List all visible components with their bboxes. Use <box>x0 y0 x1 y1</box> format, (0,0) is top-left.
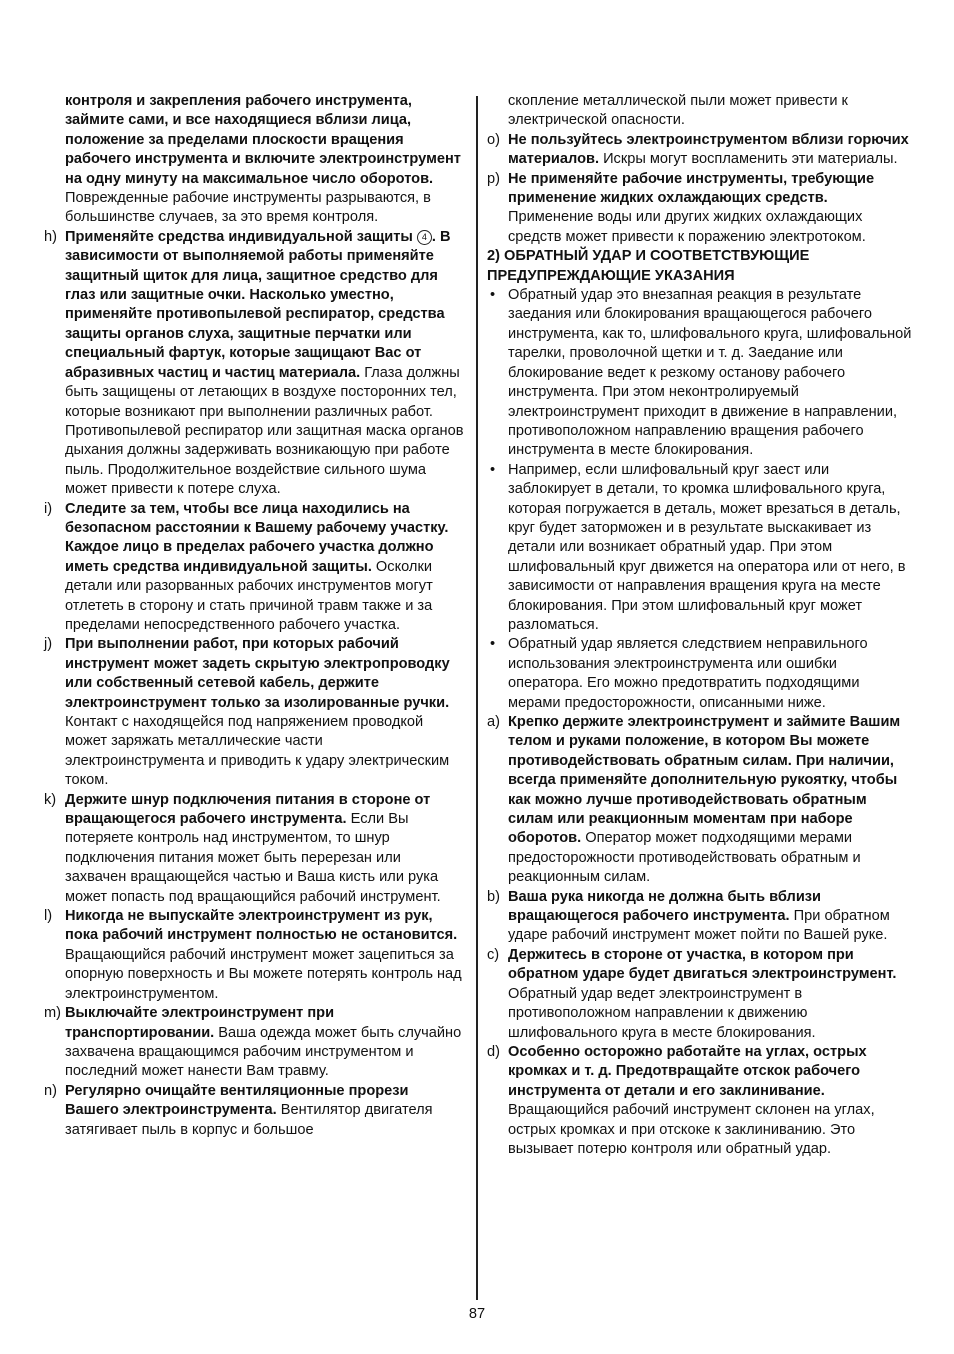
item-bold-text: При выполнении работ, при которых рабочий инструмент может задеть скрытую электропроводку или собственный сетевой кабель, держите электроинструмент только за изолированные ручки. <box>65 636 450 711</box>
item-bold-text: Не пользуйтесь электроинструментом вблизи горючих материалов. <box>508 131 909 168</box>
item-marker: c) <box>487 946 500 963</box>
item-marker: n) <box>44 1082 57 1099</box>
item-o <box>487 131 913 170</box>
item-normal-text: Применение воды или других жидких охлаждающих средств может привести к поражению электротоком. <box>508 209 866 245</box>
item-normal-text: Поврежденные рабочие инструменты разрываются, в большинстве случаев, за это время контроля. <box>65 190 431 226</box>
item-normal-text: Осколки детали или разорванных рабочих инструментов могут отлететь в сторону и стать причиной травм также и за пределами непосредственного рабочего участка. <box>65 558 433 633</box>
bullet-item <box>487 635 913 713</box>
column-divider <box>476 96 478 1300</box>
bullet-item <box>487 286 913 461</box>
bullet-text: Например, если шлифовальный круг заест или заблокирует в детали, то кромка шлифовального круга, которая погружается в деталь, может врезаться в деталь, круг будет заторможен и в результате выскакивает из детали или возникает обратный удар. При этом шлифовальный круг движется на оператора или от него, в зависимости от направления вращения круга на месте блокирования. При этом шлифовальный круг может разломаться. <box>508 461 906 633</box>
item-n <box>44 1082 466 1140</box>
item-marker: p) <box>487 170 500 187</box>
bullet-item <box>487 461 913 636</box>
item-bold-text: Не применяйте рабочие инструменты, требующие применение жидких охлаждающих средств. <box>508 170 875 207</box>
bullet-icon: • <box>490 287 496 304</box>
item-normal-text: Контакт с находящейся под напряжением проводкой может заряжать металлические части электроинструмента и приводить к удару электрическим током. <box>65 714 450 789</box>
item-normal-text: При обратном ударе рабочий инструмент может пойти по Вашей руке. <box>508 908 890 944</box>
item-bold-text: Выключайте электроинструмент при транспортировании. <box>65 1005 335 1041</box>
item-bold-text: Держите шнур подключения питания в стороне от вращающегося рабочего инструмента. <box>65 791 431 828</box>
item-marker: o) <box>487 131 500 148</box>
item-g-continued <box>44 92 466 228</box>
bullet-icon: • <box>490 461 496 478</box>
item-marker: k) <box>44 791 57 808</box>
item-m <box>44 1004 466 1082</box>
item-i <box>44 500 466 636</box>
item-bold-text: контроля и закрепления рабочего инструмента, займите сами, и все находящиеся вблизи лица, положение за пределами плоскости вращения рабочего инструмента и включите электроинструмент на одну минуту на максимальное число оборотов. <box>65 93 461 187</box>
item-c <box>487 946 913 1043</box>
page-number: 87 <box>468 1306 486 1322</box>
item-marker: j) <box>44 636 53 653</box>
item-bold-text: Крепко держите электроинструмент и займите Вашим телом и руками положение, в котором Вы можете противодействовать обратным силам. При наличии, всегда применяйте дополнительную рукоятку, чтобы как можно лучше противодействовать обратным силам или реакционным моментам при наборе оборотов. <box>508 714 901 847</box>
item-bold-text: Регулярно очищайте вентиляционные прорези Вашего электроинструмента. <box>65 1082 409 1119</box>
item-normal-text: Вращающийся рабочий инструмент склонен на углах, острых кромках и при отскоке к заклиниванию. Это вызывает потерю контроля или обратный удар. <box>508 1102 875 1157</box>
item-j <box>44 635 466 790</box>
item-normal-text: Вентилятор двигателя затягивает пыль в корпус и большое <box>65 1102 433 1138</box>
item-normal-text: Вращающийся рабочий инструмент может зацепиться за опорную поверхность и Вы можете потерять контроль над электроинструментом. <box>65 946 462 1002</box>
item-marker: i) <box>44 500 53 517</box>
item-bold-text-continued: . В зависимости от выполняемой работы применяйте защитный щиток для лица, защитное средство для глаз или защитные очки. Насколько уместно, применяйте противопылевой респиратор, средства защиты органов слуха, защитные перчатки или специальный фартук, которые защищают Вас от абразивных частиц и частиц материала. <box>65 228 451 381</box>
item-marker: d) <box>487 1043 500 1060</box>
bullet-text: Обратный удар является следствием неправильного использования электроинструмента или ошибки оператора. Его можно предотвратить подходящими мерами предосторожности, описанными ниже. <box>508 636 868 711</box>
figure-reference-symbol: 4 <box>417 230 432 245</box>
item-marker: h) <box>44 228 57 245</box>
item-bold-text: Ваша рука никогда не должна быть вблизи вращающегося рабочего инструмента. <box>508 888 822 925</box>
item-a <box>487 713 913 888</box>
item-normal-text: Ваша одежда может быть случайно захвачена вращающимся рабочим инструментом и последний может нанести Вам травму. <box>65 1024 462 1080</box>
bullet-icon: • <box>490 636 496 653</box>
item-l <box>44 907 466 1004</box>
left-column <box>44 92 466 1140</box>
item-normal-text: скопление металлической пыли может привести к электрической опасности. <box>508 93 848 129</box>
item-k <box>44 791 466 907</box>
item-bold-text: Никогда не выпускайте электроинструмент из рук, пока рабочий инструмент полностью не остановится. <box>65 908 458 944</box>
item-normal-text: Если Вы потеряете контроль над инструментом, то шнур подключения питания может быть перерезан или захвачен вращающейся частью и Ваша кисть или рука может попасть под вращающийся рабочий инструмент. <box>65 811 441 905</box>
item-normal-text: Оператор может подходящими мерами предосторожности противодействовать обратным и реакционным силам. <box>508 830 861 886</box>
item-marker: m) <box>44 1005 62 1022</box>
right-column <box>487 92 913 1159</box>
item-bold-text: Особенно осторожно работайте на углах, острых кромках и т. д. Предотвращайте отскок рабочего инструмента от детали и его заклинивание. <box>508 1043 867 1099</box>
item-normal-text: Обратный удар ведет электроинструмент в противоположном направлении к движению шлифовального круга в месте блокирования. <box>508 985 816 1041</box>
item-h <box>44 228 466 500</box>
item-p <box>487 170 913 248</box>
item-b <box>487 888 913 946</box>
item-bold-text: Применяйте средства индивидуальной защиты <box>65 228 417 245</box>
item-bold-text: Держитесь в стороне от участка, в котором при обратном ударе будет двигаться электроинструмент. <box>508 946 897 983</box>
item-d <box>487 1043 913 1159</box>
item-n-continued <box>487 92 913 131</box>
item-normal-text: Глаза должны быть защищены от летающих в воздухе посторонних тел, которые возникают при выполнении различных работ. Противопылевой респиратор или защитная маска органов дыхания должны задерживать возникающую при работе пыль. Продолжительное воздействие сильного шума может привести к потере слуха. <box>65 364 464 498</box>
bullet-text: Обратный удар это внезапная реакция в результате заедания или блокирования вращающегося рабочего инструмента, как то, шлифовального круга, шлифовальной тарелки, проволочной щетки и т. д. Заедание или блокирование ведет к резкому останову рабочего инструмента. При этом неконтролируемый электроинструмент приходит в движение в направлении, противоположном направлению вращения рабочего инструмента в месте блокирования. <box>508 287 912 459</box>
item-bold-text: Следите за тем, чтобы все лица находились на безопасном расстоянии к Вашему рабочему участку. Каждое лицо в пределах рабочего участка должно иметь средства индивидуальной защиты. <box>65 500 449 575</box>
section-heading: 2) ОБРАТНЫЙ УДАР И СООТВЕТСТВУЮЩИЕ ПРЕДУПРЕЖДАЮЩИЕ УКАЗАНИЯ <box>487 248 810 284</box>
item-marker: l) <box>44 908 53 925</box>
item-marker: b) <box>487 888 500 905</box>
item-marker: a) <box>487 714 500 730</box>
item-normal-text: Искры могут воспламенить эти материалы. <box>599 151 898 168</box>
